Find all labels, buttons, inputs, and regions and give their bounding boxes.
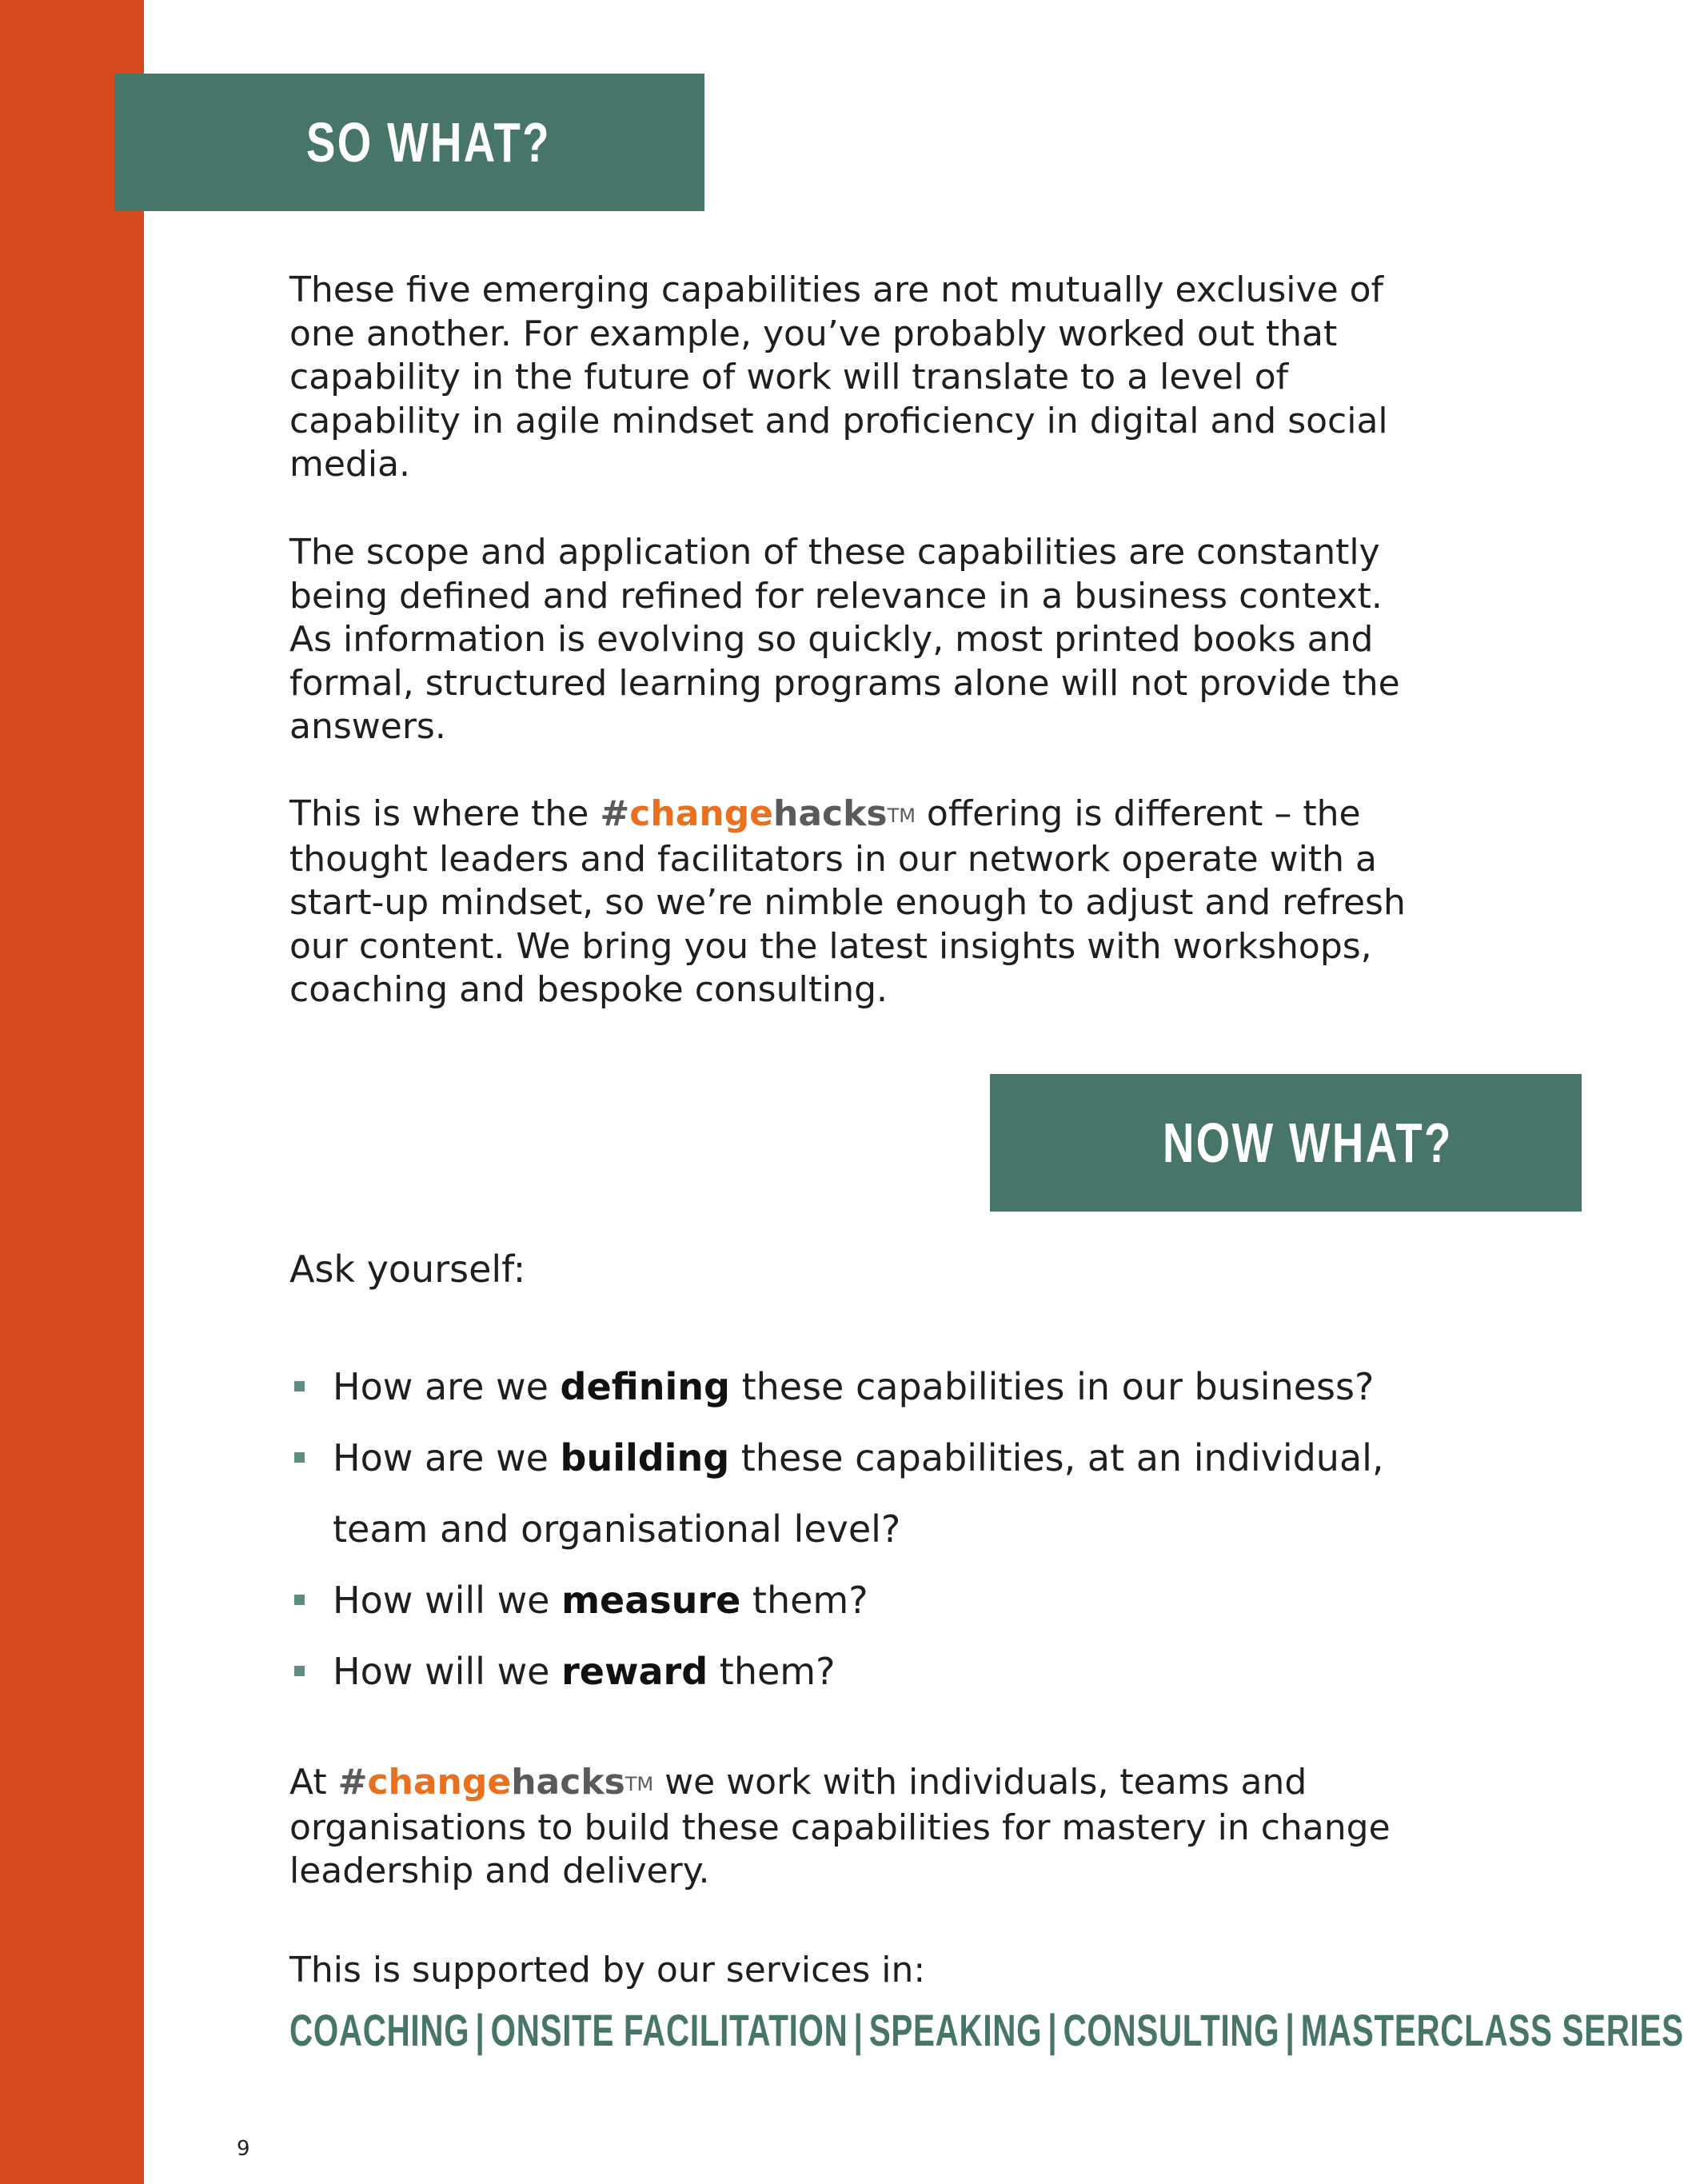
square-bullet-icon (294, 1595, 305, 1605)
service-separator: | (1048, 2005, 1058, 2055)
square-bullet-icon (294, 1381, 305, 1391)
brand-change: change (629, 793, 773, 834)
service-separator: | (1285, 2005, 1295, 2055)
now-what-banner (990, 1074, 1582, 1212)
closing-rest: we work with individuals, teams and organisations to build these capabilities for mastery in change leadership and delivery. (289, 1762, 1391, 1891)
question-keyword: measure (561, 1579, 741, 1622)
list-item (289, 1636, 1473, 1707)
brand-trademark: TM (625, 1773, 654, 1795)
service-coaching: COACHING (289, 2005, 470, 2055)
service-masterclass-series: MASTERCLASS SERIES (1300, 2005, 1684, 2055)
so-what-banner (114, 74, 704, 211)
question-text: How will we (333, 1579, 562, 1622)
square-bullet-icon (294, 1666, 305, 1676)
question-text: these capabilities in our business? (729, 1365, 1375, 1408)
question-text: these capabilities, at an individual, (729, 1436, 1384, 1479)
so-what-heading: SO WHAT? (306, 111, 551, 174)
paragraph-3-rest: offering is different – the thought leaders and facilitators in our network operate with a start-up mindset, so we’re nimble enough to adjust and refresh our content. We bring you the latest insights with workshops, coaching and bespoke consulting. (289, 793, 1406, 1010)
question-text: How are we (333, 1436, 561, 1479)
square-bullet-icon (294, 1452, 305, 1463)
question-keyword: building (560, 1436, 730, 1479)
service-consulting: CONSULTING (1063, 2005, 1280, 2055)
so-what-paragraph-3 (289, 793, 1409, 1012)
closing-intro: At (289, 1762, 338, 1803)
question-text: them? (708, 1650, 836, 1693)
paragraph-3-intro: This is where the (289, 793, 601, 834)
list-item (289, 1423, 1473, 1494)
so-what-paragraph-1: These five emerging capabilities are not mutually exclusive of one another. For example, you’ve probably worked out that capability in the future of work will translate to a level of capability in agile mindset and proficiency in digital and social media. (289, 270, 1388, 485)
question-keyword: reward (561, 1650, 708, 1693)
brand-trademark: TM (887, 805, 916, 827)
service-onsite-facilitation: ONSITE FACILITATION (490, 2005, 848, 2055)
services-intro: This is supported by our services in: (289, 1950, 926, 1990)
list-item (289, 1352, 1473, 1423)
question-text: How are we (333, 1365, 561, 1408)
list-item (289, 1565, 1473, 1636)
side-accent-bar (0, 0, 144, 2184)
brand-hacks: hacks (511, 1762, 625, 1803)
question-list (289, 1352, 1473, 1707)
list-item-continuation (289, 1494, 1473, 1565)
brand-hacks: hacks (773, 793, 888, 834)
service-separator: | (853, 2005, 864, 2055)
question-text: team and organisational level? (333, 1507, 901, 1551)
brand-change: change (367, 1762, 512, 1803)
so-what-paragraph-2: The scope and application of these capabilities are constantly being defined and refined for relevance in a business context. As information is evolving so quickly, most printed books and formal, structured learning programs alone will not provide the answers. (289, 532, 1400, 747)
service-separator: | (475, 2005, 485, 2055)
question-text: them? (740, 1579, 868, 1622)
services-list (289, 2004, 1684, 2056)
service-speaking: SPEAKING (868, 2005, 1043, 2055)
brand-hash: # (337, 1762, 368, 1803)
now-what-heading: NOW WHAT? (1163, 1112, 1453, 1174)
question-text: How will we (333, 1650, 562, 1693)
ask-yourself-label: Ask yourself: (289, 1248, 526, 1291)
question-keyword: defining (560, 1365, 730, 1408)
closing-paragraph (289, 1761, 1409, 1894)
page-number: 9 (237, 2137, 250, 2161)
brand-hash: # (600, 793, 630, 834)
